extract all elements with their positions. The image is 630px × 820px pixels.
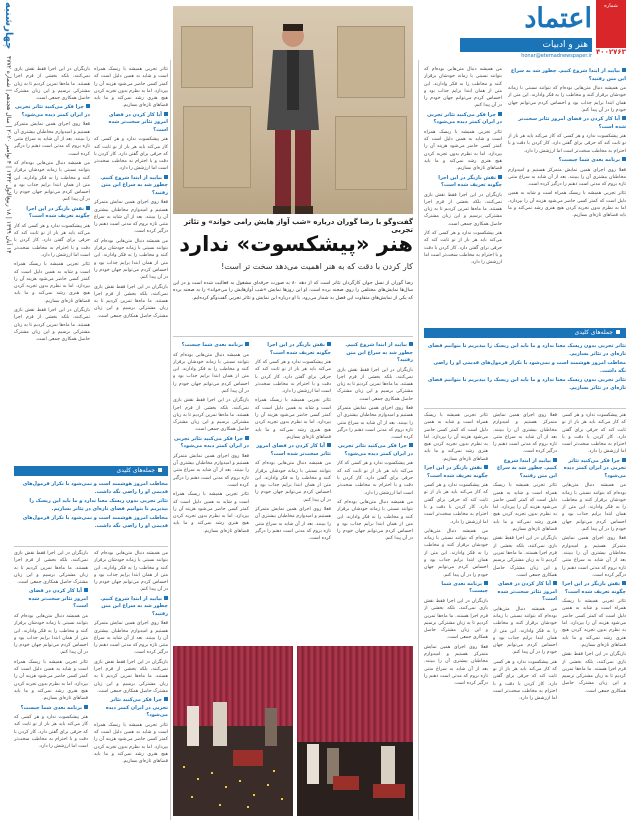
key-quote: مخاطب امروز هوشمند است و نمی‌شود با تکرار فرمول‌های قدیمی او را راضی نگه داشت. (22, 515, 168, 529)
portrait-photo (173, 6, 413, 214)
column-left-inner (94, 66, 168, 461)
paragraph: من همیشه دنبال متن‌هایی بوده‌ام که بتوانند نسبتی با زمانه خودشان برقرار کنند و مخاطب را به فکر وادارند. این متن از همان ابتدا برایم جذاب بود و احساس کردم می‌توانم جهان خودم را در آن پیدا کنم. (508, 86, 626, 113)
stage-confetti (211, 772, 213, 774)
paragraph: بازیگران در این اجرا فقط نقش بازی نمی‌کنند، بلکه بخشی از فرم اجرا هستند. ما ماه‌ها تمرین کردیم تا به زبان مشترکی برسیم و این زبان مشترک حاصل همکاری جمعی است. (14, 67, 90, 102)
stage-confetti (267, 784, 269, 786)
wall-relief (337, 26, 405, 98)
interview-question (94, 697, 168, 720)
issue-badge (596, 0, 626, 48)
paragraph: تئاتر تجربی همیشه با ریسک همراه است و شاید به همین دلیل است که کمتر کسی حاضر می‌شود هزینه آن را بپردازد. اما به نظرم بدون تجربه کردن هیچ هنری رشد نمی‌کند و ما باید فضاهای تازه‌ای بسازیم. (94, 67, 168, 109)
interview-question (173, 436, 249, 451)
key-quote: تئاتر تجربی بدون ریسک معنا ندارد و ما باید این ریسک را بپذیریم تا بتوانیم فضای تازه‌ای در تئاتر بسازیم. (427, 343, 626, 357)
paragraph: بازیگران در این اجرا فقط نقش بازی نمی‌کنند، بلکه بخشی از فرم اجرا هستند. ما ماه‌ها تمرین کردیم تا به زبان مشترکی برسیم و این زبان مشترک حاصل همکاری جمعی است. (94, 284, 168, 319)
question-text: برنامه بعدی شما چیست؟ (441, 580, 488, 595)
paragraph: تئاتر تجربی همیشه با ریسک همراه است و شاید به همین دلیل است که کمتر کسی حاضر می‌شود هزینه آن را بپردازد. اما به نظرم بدون تجربه کردن هیچ هنری رشد نمی‌کند و ما باید فضاهای تازه‌ای بسازیم. (424, 413, 488, 462)
paragraph: تئاتر تجربی همیشه با ریسک همراه است و شاید به همین دلیل است که کمتر کسی حاضر می‌شود هزینه آن را بپردازد. اما به نظرم بدون تجربه کردن هیچ هنری رشد نمی‌کند و ما باید فضاهای تازه‌ای بسازیم. (493, 483, 557, 533)
paragraph: هنر پیشکسوت ندارد و هر کسی که کار می‌کند باید هر بار از نو ثابت کند که حرفی برای گفتن دارد. کار کردن با دقت و با احترام به مخاطب سخت‌تر است اما ارزشش را دارد. (94, 137, 168, 172)
paragraph: هنر پیشکسوت ندارد و هر کسی که کار می‌کند باید هر بار از نو ثابت کند که حرفی برای گفتن دارد. کار کردن با دقت و با احترام به مخاطب سخت‌تر است اما ارزشش را دارد. (337, 461, 413, 496)
paragraph: فعلا روی اجرای همین نمایش متمرکز هستیم و امیدوارم مخاطبان بیشتری آن را ببینند. بعد از آن شاید به سراغ متنی تازه بروم که مدتی است ذهنم را درگیر کرده است. (255, 507, 331, 542)
stage-confetti (247, 806, 249, 808)
stage-confetti (273, 770, 275, 772)
paragraph: هنر پیشکسوت ندارد و هر کسی که کار می‌کند باید هر بار از نو ثابت کند که حرفی برای گفتن دارد. کار کردن با دقت و با احترام به مخاطب سخت‌تر است اما ارزشش را دارد. (424, 483, 488, 525)
section-divider (14, 546, 168, 547)
question-text: بیایید از ابتدا شروع کنیم. چطور شد به سراغ این متن رفتید؟ (496, 457, 557, 479)
paragraph: هنر پیشکسوت ندارد و هر کسی که کار می‌کند باید هر بار از نو ثابت کند که حرفی برای گفتن دارد. کار کردن با دقت و با احترام به مخاطب سخت‌تر است اما ارزشش را دارد. (14, 715, 88, 750)
question-marker-icon (484, 465, 488, 469)
question-text: آیا کار کردن در فضای امروز تئاتر سخت‌تر شده است؟ (108, 111, 168, 133)
paragraph: بازیگران در این اجرا فقط نقش بازی نمی‌کنند، بلکه بخشی از فرم اجرا هستند. ما ماه‌ها تمرین کردیم تا به زبان مشترکی برسیم و این زبان مشترک حاصل همکاری جمعی است. (14, 551, 88, 586)
section-divider (173, 336, 413, 337)
paragraph: بازیگران در این اجرا فقط نقش بازی نمی‌کنند، بلکه بخشی از فرم اجرا هستند. ما ماه‌ها تمرین کردیم تا به زبان مشترکی برسیم و این زبان مشترک حاصل همکاری جمعی است. (337, 367, 413, 402)
paragraph: من همیشه دنبال متن‌هایی بوده‌ام که بتوانند نسبتی با زمانه خودشان برقرار کنند و مخاطب را به فکر وادارند. این متن از همان ابتدا برایم جذاب بود و احساس کردم می‌توانم جهان خودم را در آن پیدا کنم. (173, 352, 249, 394)
actor-figure (265, 708, 277, 746)
column-left-bottom-1 (14, 550, 88, 816)
section-divider (424, 408, 626, 409)
paragraph: فعلا روی اجرای همین نمایش متمرکز هستیم و امیدوارم مخاطبان بیشتری آن را ببینند. بعد از آن شاید به سراغ متنی تازه بروم که مدتی است ذهنم را درگیر کرده است. (173, 453, 249, 488)
weekday (2, 2, 14, 50)
wall-relief (181, 26, 253, 88)
stage-confetti (239, 780, 241, 782)
interview-question (94, 596, 168, 619)
question-text: چرا فکر می‌کنید تئاتر تجربی در ایران کمتر دیده می‌شود؟ (173, 435, 249, 450)
question-text: آیا کار کردن در فضای امروز تئاتر سخت‌تر شده است؟ (497, 581, 557, 603)
paragraph: فعلا روی اجرای همین نمایش متمرکز هستیم و امیدوارم مخاطبان بیشتری آن را ببینند. بعد از آن شاید به سراغ متنی تازه بروم که مدتی است ذهنم را درگیر کرده است. (424, 644, 488, 687)
paragraph: فعلا روی اجرای همین نمایش متمرکز هستیم و امیدوارم مخاطبان بیشتری آن را ببینند. بعد از آن شاید به سراغ متنی تازه بروم که مدتی است ذهنم را درگیر کرده است. (94, 621, 168, 656)
article-subhead: کار کردن با دقت که به هنر اهمیت می‌دهد سخت تر است! (221, 262, 413, 271)
question-text: بیایید از ابتدا شروع کنیم. چطور شد به سراغ این متن رفتید؟ (345, 342, 413, 363)
interview-question (424, 112, 502, 127)
question-marker-icon (409, 443, 413, 447)
key-quote: مخاطب امروز هوشمند است و نمی‌شود با تکرار فرمول‌های قدیمی او را راضی نگه داشت. (22, 481, 168, 495)
paragraph: تئاتر تجربی همیشه با ریسک همراه است و شاید به همین دلیل است که کمتر کسی حاضر می‌شود هزینه آن را بپردازد. اما به نظرم بدون تجربه کردن هیچ هنری رشد نمی‌کند و ما باید فضاهای تازه‌ای بسازیم. (14, 262, 90, 304)
question-text: چرا فکر می‌کنید تئاتر تجربی در ایران کمتر دیده می‌شود؟ (337, 443, 413, 457)
stage-prop (233, 750, 263, 766)
question-marker-icon (327, 443, 331, 447)
stage-confetti (281, 798, 283, 800)
paragraph: فعلا روی اجرای همین نمایش متمرکز هستیم و امیدوارم مخاطبان بیشتری آن را ببینند. بعد از آن شاید به سراغ متنی تازه بروم که مدتی است ذهنم را درگیر کرده است. (562, 536, 626, 578)
interview-question (255, 443, 331, 458)
paragraph: من همیشه دنبال متن‌هایی بوده‌ام که بتوانند نسبتی با زمانه خودشان برقرار کنند و مخاطب را به فکر وادارند. این متن از همان ابتدا برایم جذاب بود و احساس کردم می‌توانم جهان خودم را در آن پیدا کنم. (562, 483, 626, 533)
issue-number: ۴۰۰۲۷۶۳ (596, 48, 626, 56)
weekday-label: چهارشنبه (3, 2, 14, 50)
key-quote: تئاتر تجربی بدون ریسک معنا ندارد و ما باید این ریسک را بپذیریم تا بتوانیم فضای تازه‌ای در تئاتر بسازیم. (427, 377, 626, 391)
article-headline: هنر «پیشکسوت» ندارد (179, 232, 413, 256)
interview-question (562, 581, 626, 596)
question-text: چرا فکر می‌کنید تئاتر تجربی در ایران کمتر دیده می‌شود؟ (563, 457, 626, 479)
paragraph: تئاتر تجربی همیشه با ریسک همراه است و شاید به همین دلیل است که کمتر کسی حاضر می‌شود هزینه آن را بپردازد. اما به نظرم بدون تجربه کردن هیچ هنری رشد نمی‌کند و ما باید فضاهای تازه‌ای بسازیم. (94, 722, 168, 765)
paragraph: من همیشه دنبال متن‌هایی بوده‌ام که بتوانند نسبتی با زمانه خودشان برقرار کنند و مخاطب را به فکر وادارند. این متن از همان ابتدا برایم جذاب بود و احساس کردم می‌توانم جهان خودم را در آن پیدا کنم. (337, 499, 413, 542)
column-divider (418, 60, 419, 820)
paragraph: بازیگران در این اجرا فقط نقش بازی نمی‌کنند، بلکه بخشی از فرم اجرا هستند. ما ماه‌ها تمرین کردیم تا به زبان مشترکی برسیم و این زبان مشترک حاصل همکاری جمعی است. (562, 652, 626, 694)
paragraph: هنر پیشکسوت ندارد و هر کسی که کار می‌کند باید هر بار از نو ثابت کند که حرفی برای گفتن دارد. کار کردن با دقت و با احترام به مخاطب سخت‌تر است اما ارزشش را دارد. (493, 659, 557, 702)
question-marker-icon (84, 588, 88, 592)
question-marker-icon (245, 342, 249, 346)
interview-question (562, 458, 626, 481)
box-title-label: جمله‌های کلیدی (116, 467, 155, 474)
question-marker-icon (409, 342, 413, 346)
stage-prop (333, 776, 359, 790)
question-marker-icon (622, 116, 626, 120)
paragraph: هنر پیشکسوت ندارد و هر کسی که کار می‌کند باید هر بار از نو ثابت کند که حرفی برای گفتن دارد. کار کردن با دقت و با احترام به مخاطب سخت‌تر است اما ارزشش را دارد. (14, 223, 90, 258)
paragraph: فعلا روی اجرای همین نمایش متمرکز هستیم و امیدوارم مخاطبان بیشتری آن را ببینند. بعد از آن شاید به سراغ متنی تازه بروم که مدتی است ذهنم را درگیر کرده است. (337, 405, 413, 441)
paragraph: بازیگران در این اجرا فقط نقش بازی نمی‌کنند، بلکه بخشی از فرم اجرا هستند. ما ماه‌ها تمرین کردیم تا به زبان مشترکی برسیم و این زبان مشترک حاصل همکاری جمعی است. (14, 308, 90, 343)
interview-question (424, 581, 488, 596)
question-text: آیا کار کردن در فضای امروز تئاتر سخت‌تر شده است؟ (518, 116, 626, 130)
newspaper-logo: اعتماد (524, 3, 592, 34)
interview-question (493, 581, 557, 604)
paragraph: تئاتر تجربی همیشه با ریسک همراه است و شاید به همین دلیل است که کمتر کسی حاضر می‌شود هزینه آن را بپردازد. اما به نظرم بدون تجربه کردن هیچ هنری رشد نمی‌کند و ما باید فضاهای تازه‌ای بسازیم. (424, 129, 502, 172)
column-left-outer (14, 66, 90, 461)
stage-prop (373, 784, 405, 798)
question-marker-icon (164, 175, 168, 179)
key-quote: مخاطب امروز هوشمند است و نمی‌شود با تکرار فرمول‌های قدیمی او را راضی نگه داشت. (433, 360, 626, 374)
paragraph: فعلا روی اجرای همین نمایش متمرکز هستیم و امیدوارم مخاطبان بیشتری آن را ببینند. بعد از آن شاید به سراغ متنی تازه بروم که مدتی است ذهنم را درگیر کرده است. (508, 167, 626, 188)
key-quote: تئاتر تجربی بدون ریسک معنا ندارد و ما باید این ریسک را بپذیریم تا بتوانیم فضای تازه‌ای در تئاتر بسازیم. (29, 498, 168, 512)
paragraph: من همیشه دنبال متن‌هایی بوده‌ام که بتوانند نسبتی با زمانه خودشان برقرار کنند و مخاطب را به فکر وادارند. این متن از همان ابتدا برایم جذاب بود و احساس کردم می‌توانم جهان خودم را در آن پیدا کنم. (424, 67, 502, 109)
box-marker-icon (158, 468, 162, 472)
paragraph: من همیشه دنبال متن‌هایی بوده‌ام که بتوانند نسبتی با زمانه خودشان برقرار کنند و مخاطب را به فکر وادارند. این متن از همان ابتدا برایم جذاب بود و احساس کردم می‌توانم جهان خودم را در آن پیدا کنم. (493, 606, 557, 656)
question-text: آیا کار کردن در فضای امروز تئاتر سخت‌تر شده است؟ (256, 443, 331, 457)
interview-question (424, 175, 502, 190)
question-text: آیا کار کردن در فضای امروز تئاتر سخت‌تر شده است؟ (28, 588, 88, 610)
paragraph: بازیگران در این اجرا فقط نقش بازی نمی‌کنند، بلکه بخشی از فرم اجرا هستند. ما ماه‌ها تمرین کردیم تا به زبان مشترکی برسیم و این زبان مشترک حاصل همکاری جمعی است. (424, 192, 502, 227)
paragraph: بازیگران در این اجرا فقط نقش بازی نمی‌کنند، بلکه بخشی از فرم اجرا هستند. ما ماه‌ها تمرین کردیم تا به زبان مشترکی برسیم و این زبان مشترک حاصل همکاری جمعی است. (424, 598, 488, 641)
interview-question (94, 112, 168, 135)
article-lede: رضا گوران از نسل جوان کارگردان تئاتر است که از دهه ۸۰ به صورت حرفه‌ای مشغول به فعالیت شده است و در این سال‌ها نمایش‌های مختلفی را روی صحنه برده است. او این روزها نمایش «شب آوازهایش را می‌خواند» را به صحنه برده که یکی از نمایش‌های متفاوت این فصل به شمار می‌رود. با او درباره این نمایش و تئاتر تجربی گفت‌وگو کرده‌ایم. (173, 281, 413, 301)
column-mid-left (173, 340, 249, 640)
question-text: بیایید از ابتدا شروع کنیم. چطور شد به سراغ این متن رفتید؟ (510, 68, 626, 82)
column-divider (170, 60, 171, 820)
question-text: برنامه بعدی شما چیست؟ (20, 704, 82, 711)
section-title: هنر و ادبیات (460, 38, 592, 52)
interview-question (173, 342, 249, 350)
stage-confetti (225, 786, 227, 788)
paragraph: هنر پیشکسوت ندارد و هر کسی که کار می‌کند باید هر بار از نو ثابت کند که حرفی برای گفتن دارد. کار کردن با دقت و با احترام به مخاطب سخت‌تر است اما ارزشش را دارد. (424, 231, 502, 266)
key-quotes-title-right (424, 328, 626, 338)
column-right-bottom-2 (493, 412, 557, 816)
question-marker-icon (164, 112, 168, 116)
paragraph: تئاتر تجربی همیشه با ریسک همراه است و شاید به همین دلیل است که کمتر کسی حاضر می‌شود هزینه آن را بپردازد. اما به نظرم بدون تجربه کردن هیچ هنری رشد نمی‌کند و ما باید فضاهای تازه‌ای بسازیم. (173, 492, 249, 534)
masthead (460, 0, 630, 60)
column-right-outer (508, 66, 626, 321)
question-text: برنامه بعدی شما چیست؟ (558, 157, 620, 164)
stage-confetti (219, 804, 221, 806)
column-right-bottom-3 (562, 412, 626, 816)
question-marker-icon (86, 104, 90, 108)
interview-question (493, 458, 557, 481)
column-right-bottom-1 (424, 412, 488, 816)
paragraph: من همیشه دنبال متن‌هایی بوده‌ام که بتوانند نسبتی با زمانه خودشان برقرار کنند و مخاطب را به فکر وادارند. این متن از همان ابتدا برایم جذاب بود و احساس کردم می‌توانم جهان خودم را در آن پیدا کنم. (424, 528, 488, 578)
question-text: نقش بازیگر در این اجرا چگونه تعریف شده است؟ (26, 205, 90, 220)
portrait-figure (265, 20, 321, 214)
column-left-bottom-2 (94, 550, 168, 816)
question-marker-icon (86, 206, 90, 210)
stage-confetti (191, 796, 193, 798)
box-title-label: جمله‌های کلیدی (574, 329, 613, 336)
question-text: چرا فکر می‌کنید تئاتر تجربی در ایران کمتر دیده می‌شود؟ (426, 111, 502, 126)
column-mid-right (337, 340, 413, 640)
question-marker-icon (498, 112, 502, 116)
paragraph: من همیشه دنبال متن‌هایی بوده‌ام که بتوانند نسبتی با زمانه خودشان برقرار کنند و مخاطب را به فکر وادارند. این متن از همان ابتدا برایم جذاب بود و احساس کردم می‌توانم جهان خودم را در آن پیدا کنم. (255, 461, 331, 503)
paragraph: بازیگران در این اجرا فقط نقش بازی نمی‌کنند، بلکه بخشی از فرم اجرا هستند. ما ماه‌ها تمرین کردیم تا به زبان مشترکی برسیم و این زبان مشترک حاصل همکاری جمعی است. (173, 398, 249, 433)
paragraph: هنر پیشکسوت ندارد و هر کسی که کار می‌کند باید هر بار از نو ثابت کند که حرفی برای گفتن دارد. کار کردن با دقت و با احترام به مخاطب سخت‌تر است اما ارزشش را دارد. (255, 360, 331, 395)
question-marker-icon (553, 458, 557, 462)
paragraph: تئاتر تجربی همیشه با ریسک همراه است و شاید به همین دلیل است که کمتر کسی حاضر می‌شود هزینه آن را بپردازد. اما به نظرم بدون تجربه کردن هیچ هنری رشد نمی‌کند و ما باید فضاهای تازه‌ای بسازیم. (14, 659, 88, 702)
question-text: نقش بازیگر در این اجرا چگونه تعریف شده است؟ (438, 174, 502, 189)
question-marker-icon (622, 157, 626, 161)
stage-confetti (253, 794, 255, 796)
paragraph: هنر پیشکسوت ندارد و هر کسی که کار می‌کند باید هر بار از نو ثابت کند که حرفی برای گفتن دارد. کار کردن با دقت و با احترام به مخاطب سخت‌تر است اما ارزشش را دارد. (562, 413, 626, 455)
interview-question (14, 206, 90, 221)
interview-question (94, 175, 168, 198)
paragraph: تئاتر تجربی همیشه با ریسک همراه است و شاید به همین دلیل است که کمتر کسی حاضر می‌شود هزینه آن را بپردازد. اما به نظرم بدون تجربه کردن هیچ هنری رشد نمی‌کند و ما باید فضاهای تازه‌ای بسازیم. (255, 398, 331, 440)
interview-question (337, 443, 413, 458)
question-text: بیایید از ابتدا شروع کنیم. چطور شد به سراغ این متن رفتید؟ (100, 595, 168, 617)
question-marker-icon (622, 68, 626, 72)
question-marker-icon (164, 596, 168, 600)
interview-question (14, 104, 90, 119)
stage-photo-left (173, 646, 293, 816)
interview-question (424, 465, 488, 480)
key-quotes-title-left (14, 466, 168, 476)
question-text: نقش بازیگر در این اجرا چگونه تعریف شده است؟ (267, 342, 331, 356)
question-marker-icon (622, 458, 626, 462)
key-quotes-box-left (14, 479, 168, 543)
question-marker-icon (484, 581, 488, 585)
question-marker-icon (498, 175, 502, 179)
box-marker-icon (616, 330, 620, 334)
stage-photo-right (297, 646, 413, 816)
interview-question (337, 342, 413, 365)
question-marker-icon (164, 697, 168, 701)
paragraph: هنر پیشکسوت ندارد و هر کسی که کار می‌کند باید هر بار از نو ثابت کند که حرفی برای گفتن دارد. کار کردن با دقت و با احترام به مخاطب سخت‌تر است اما ارزشش را دارد. (508, 134, 626, 154)
interview-question (14, 588, 88, 611)
stage-curtain (297, 646, 413, 742)
question-text: چرا فکر می‌کنید تئاتر تجربی در ایران کمتر دیده می‌شود؟ (105, 697, 168, 719)
paragraph: تئاتر تجربی همیشه با ریسک همراه است و شاید به همین دلیل است که کمتر کسی حاضر می‌شود هزینه آن را بپردازد. اما به نظرم بدون تجربه کردن هیچ هنری رشد نمی‌کند و ما باید فضاهای تازه‌ای بسازیم. (508, 191, 626, 219)
paragraph: فعلا روی اجرای همین نمایش متمرکز هستیم و امیدوارم مخاطبان بیشتری آن را ببینند. بعد از آن شاید به سراغ متنی تازه بروم که مدتی است ذهنم را درگیر کرده است. (14, 122, 90, 157)
interview-question (508, 68, 626, 83)
question-marker-icon (245, 436, 249, 440)
stage-confetti (197, 778, 199, 780)
question-text: چرا فکر می‌کنید تئاتر تجربی در ایران کمتر دیده می‌شود؟ (14, 104, 90, 118)
interview-question (508, 116, 626, 131)
question-marker-icon (553, 581, 557, 585)
paragraph: فعلا روی اجرای همین نمایش متمرکز هستیم و امیدوارم مخاطبان بیشتری آن را ببینند. بعد از آن شاید به سراغ متنی تازه بروم که مدتی است ذهنم را درگیر کرده است. (493, 413, 557, 455)
actor-figure (213, 702, 227, 746)
paragraph: من همیشه دنبال متن‌هایی بوده‌ام که بتوانند نسبتی با زمانه خودشان برقرار کنند و مخاطب را به فکر وادارند. این متن از همان ابتدا برایم جذاب بود و احساس کردم می‌توانم جهان خودم را در آن پیدا کنم. (94, 551, 168, 593)
actor-figure (381, 746, 395, 786)
key-quotes-box-right (424, 341, 626, 405)
paragraph: بازیگران در این اجرا فقط نقش بازی نمی‌کنند، بلکه بخشی از فرم اجرا هستند. ما ماه‌ها تمرین کردیم تا به زبان مشترکی برسیم و این زبان مشترک حاصل همکاری جمعی است. (94, 659, 168, 694)
section-email: honar@etemadnewspaper.ir (521, 53, 592, 59)
wall-relief (183, 106, 251, 188)
paragraph: بازیگران در این اجرا فقط نقش بازی نمی‌کنند، بلکه بخشی از فرم اجرا هستند. ما ماه‌ها تمرین کردیم تا به زبان مشترکی برسیم و این زبان مشترک حاصل همکاری جمعی است. (493, 536, 557, 578)
question-text: نقش بازیگر در این اجرا چگونه تعریف شده است؟ (424, 465, 488, 479)
question-text: نقش بازیگر در این اجرا چگونه تعریف شده است؟ (562, 581, 626, 595)
dateline-text: ۱۴ آبان ۱۳۹۹ | ۱۸ ربیع‌الاول ۱۴۴۲ | ۴ نوامبر ۲۰۲۰ | سال هجدهم | شماره ۴۷۷۲ (5, 56, 12, 254)
question-text: بیایید از ابتدا شروع کنیم. چطور شد به سراغ این متن رفتید؟ (100, 174, 168, 196)
paragraph: من همیشه دنبال متن‌هایی بوده‌ام که بتوانند نسبتی با زمانه خودشان برقرار کنند و مخاطب را به فکر وادارند. این متن از همان ابتدا برایم جذاب بود و احساس کردم می‌توانم جهان خودم را در آن پیدا کنم. (14, 613, 88, 656)
paragraph: تئاتر تجربی همیشه با ریسک همراه است و شاید به همین دلیل است که کمتر کسی حاضر می‌شود هزینه آن را بپردازد. اما به نظرم بدون تجربه کردن هیچ هنری رشد نمی‌کند و ما باید فضاهای تازه‌ای بسازیم. (562, 599, 626, 648)
question-marker-icon (327, 342, 331, 346)
stage-confetti (183, 766, 185, 768)
issue-badge-label: شماره (604, 3, 618, 9)
paragraph: من همیشه دنبال متن‌هایی بوده‌ام که بتوانند نسبتی با زمانه خودشان برقرار کنند و مخاطب را به فکر وادارند. این متن از همان ابتدا برایم جذاب بود و احساس کردم می‌توانم جهان خودم را در آن پیدا کنم. (14, 160, 90, 203)
paragraph: فعلا روی اجرای همین نمایش متمرکز هستیم و امیدوارم مخاطبان بیشتری آن را ببینند. بعد از آن شاید به سراغ متنی تازه بروم که مدتی است ذهنم را درگیر کرده است. (94, 200, 168, 235)
interview-question (14, 705, 88, 713)
column-right-inner (424, 66, 502, 321)
dateline (2, 56, 12, 356)
column-mid-center (255, 340, 331, 640)
article-kicker: گفت‌وگو با رضا گوران درباره «شب آواز هایش رامی خواند» و تئاتر تجربی (183, 218, 413, 234)
question-text: برنامه بعدی شما چیست؟ (181, 342, 243, 348)
question-marker-icon (622, 581, 626, 585)
interview-question (255, 342, 331, 357)
wall-relief (335, 116, 407, 190)
actor-figure (307, 744, 319, 784)
paragraph: من همیشه دنبال متن‌هایی بوده‌ام که بتوانند نسبتی با زمانه خودشان برقرار کنند و مخاطب را به فکر وادارند. این متن از همان ابتدا برایم جذاب بود و احساس کردم می‌توانم جهان خودم را در آن پیدا کنم. (94, 238, 168, 281)
interview-question (508, 157, 626, 165)
actor-figure (187, 706, 199, 746)
question-marker-icon (84, 705, 88, 709)
